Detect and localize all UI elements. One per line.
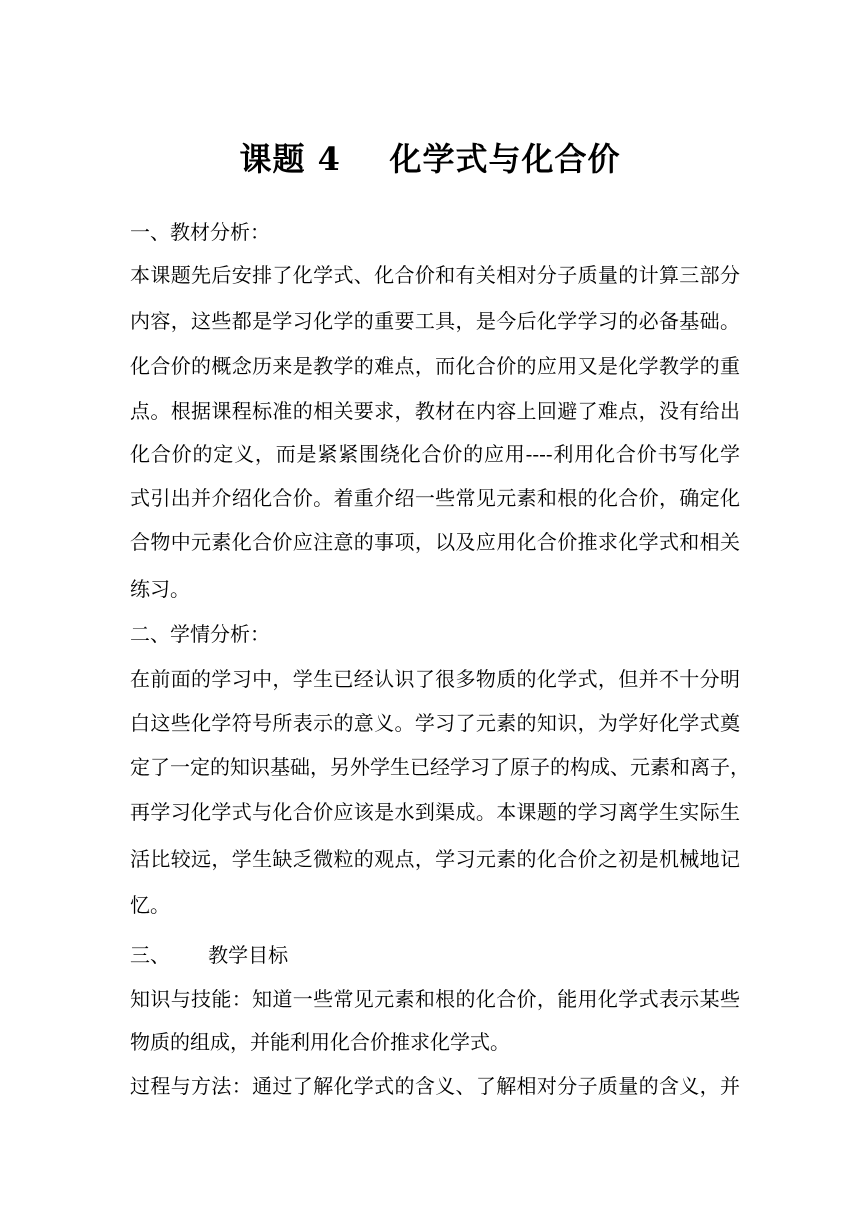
paragraph-line: 物质的组成，并能利用化合价推求化学式。 — [130, 1030, 510, 1054]
paragraph-line: 活比较远，学生缺乏微粒的观点，学习元素的化合价之初是机械地记 — [130, 847, 740, 871]
section-heading-teaching-material: 一、教材分析： — [130, 220, 270, 244]
paragraph-line: 式引出并介绍化合价。着重介绍一些常见元素和根的化合价，确定化 — [130, 486, 740, 510]
section-heading-teaching-goals: 三、 教学目标 — [130, 943, 289, 967]
section-heading-student-analysis: 二、学情分析： — [130, 622, 270, 646]
paragraph-line: 知识与技能：知道一些常见元素和根的化合价，能用化学式表示某些 — [130, 987, 740, 1011]
paragraph-line: 本课题先后安排了化学式、化合价和有关相对分子质量的计算三部分 — [130, 263, 740, 287]
paragraph-line: 合物中元素化合价应注意的事项，以及应用化合价推求化学式和相关 — [130, 530, 740, 554]
paragraph-line: 白这些化学符号所表示的意义。学习了元素的知识，为学好化学式奠 — [130, 711, 740, 735]
paragraph-line: 点。根据课程标准的相关要求，教材在内容上回避了难点，没有给出 — [130, 399, 740, 423]
paragraph-line: 内容，这些都是学习化学的重要工具，是今后化学学习的必备基础。 — [130, 309, 740, 333]
paragraph-line: 化合价的定义，而是紧紧围绕化合价的应用----利用化合价书写化学 — [130, 442, 740, 466]
paragraph-line: 在前面的学习中，学生已经认识了很多物质的化学式，但并不十分明 — [130, 667, 740, 691]
paragraph-line: 忆。 — [130, 893, 170, 917]
page-title: 课题 4 化学式与化合价 — [239, 140, 621, 178]
paragraph-line: 定了一定的知识基础，另外学生已经学习了原子的构成、元素和离子， — [130, 755, 750, 779]
paragraph-line: 再学习化学式与化合价应该是水到渠成。本课题的学习离学生实际生 — [130, 800, 740, 824]
paragraph-line: 过程与方法：通过了解化学式的含义、了解相对分子质量的含义，并 — [130, 1074, 740, 1098]
paragraph-line: 化合价的概念历来是教学的难点，而化合价的应用又是化学教学的重 — [130, 354, 740, 378]
paragraph-line: 练习。 — [130, 577, 190, 601]
